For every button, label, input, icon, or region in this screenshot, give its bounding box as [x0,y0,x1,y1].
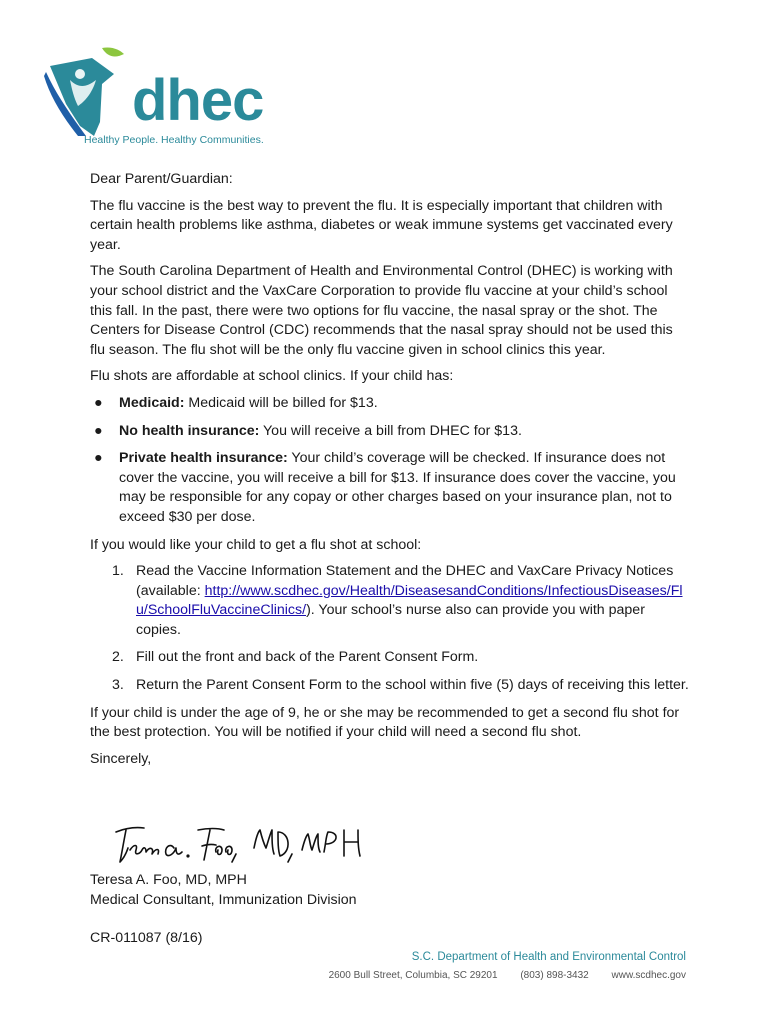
step-number: 2. [112,649,124,666]
letter-body [90,170,690,776]
step-number: 3. [112,677,124,694]
step-text: Return the Parent Consent Form to the school within five (5) days of receiving this letter. [136,677,689,694]
paragraph-program: The South Carolina Department of Health and Environmental Control (DHEC) is working with your school district and the VaxCare Corporation to provide flu vaccine at your child’s school this fall. In the past, there were two options for flu vaccine, the nasal spray or the shot. The Centers for Disease Control (CDC) recommends that the nasal spray should not be used this flu season. The flu shot will be the only flu vaccine given in school clinics this year. [90,263,673,358]
list-item [90,422,690,442]
step-text: Read the Vaccine Information Statement and the DHEC and VaxCare Privacy Notices (available: [136,563,674,599]
south-carolina-figure-icon [40,44,140,144]
bullet-text: Medicaid will be billed for $13. [184,394,378,411]
bullet-text: You will receive a bill from DHEC for $13. [259,422,522,439]
bullet-label: Private health insurance: [119,450,288,467]
footer-contact [329,970,686,981]
logo-tagline: Healthy People. Healthy Communities. [84,134,264,146]
footer-website[interactable]: www.scdhec.gov [611,970,686,981]
closing: Sincerely, [90,750,152,767]
signature [112,818,372,868]
insurance-list [90,394,690,528]
paragraph-second-dose: If your child is under the age of 9, he or she may be recommended to get a second flu shot for the best protection. You will be notified if your child will need a second flu shot. [90,704,680,741]
bullet-icon: ● [94,450,103,467]
list-item [90,676,690,696]
bullet-label: Medicaid: [119,394,185,411]
list-item [90,562,690,640]
list-item [90,449,690,527]
footer-org: S.C. Department of Health and Environmental Control [411,951,686,963]
steps-list [90,562,690,696]
bullet-label: No health insurance: [119,422,260,439]
paragraph-steps-intro: If you would like your child to get a flu shot at school: [90,536,422,553]
vis-link[interactable]: http://www.scdhec.gov/Health/DiseasesandConditions/InfectiousDiseases/Flu/SchoolFluVaccineClinics/ [136,582,683,619]
signer-name: Teresa A. Foo, MD, MPH [90,872,247,888]
signer-block [90,870,357,910]
list-item [90,394,690,414]
bullet-text: Your child’s coverage will be checked. If insurance does not cover the vaccine, you will receive a bill for $13. If insurance does cover the vaccine, you may be responsible for any copay or other charges based on your insurance plan, not to exceed $30 per dose. [119,450,676,525]
paragraph-intro: The flu vaccine is the best way to prevent the flu. It is especially important that children with certain health problems like asthma, diabetes or weak immune systems get vaccinated every year. [90,197,673,253]
bullet-icon: ● [94,422,103,439]
form-code: CR-011087 (8/16) [90,930,203,946]
signer-title: Medical Consultant, Immunization Division [90,892,357,908]
bullet-icon: ● [94,394,103,411]
step-text: Fill out the front and back of the Parent Consent Form. [136,649,479,666]
greeting: Dear Parent/Guardian: [90,171,233,187]
step-number: 1. [112,563,124,580]
dhec-logo [40,44,280,154]
footer-phone: (803) 898-3432 [520,970,589,981]
logo-wordmark: dhec [132,68,264,133]
paragraph-cost-intro: Flu shots are affordable at school clinics. If your child has: [90,368,454,385]
step-text: ). Your school’s nurse also can provide you with paper copies. [136,602,645,638]
footer-address: 2600 Bull Street, Columbia, SC 29201 [328,970,498,981]
list-item [90,648,690,668]
